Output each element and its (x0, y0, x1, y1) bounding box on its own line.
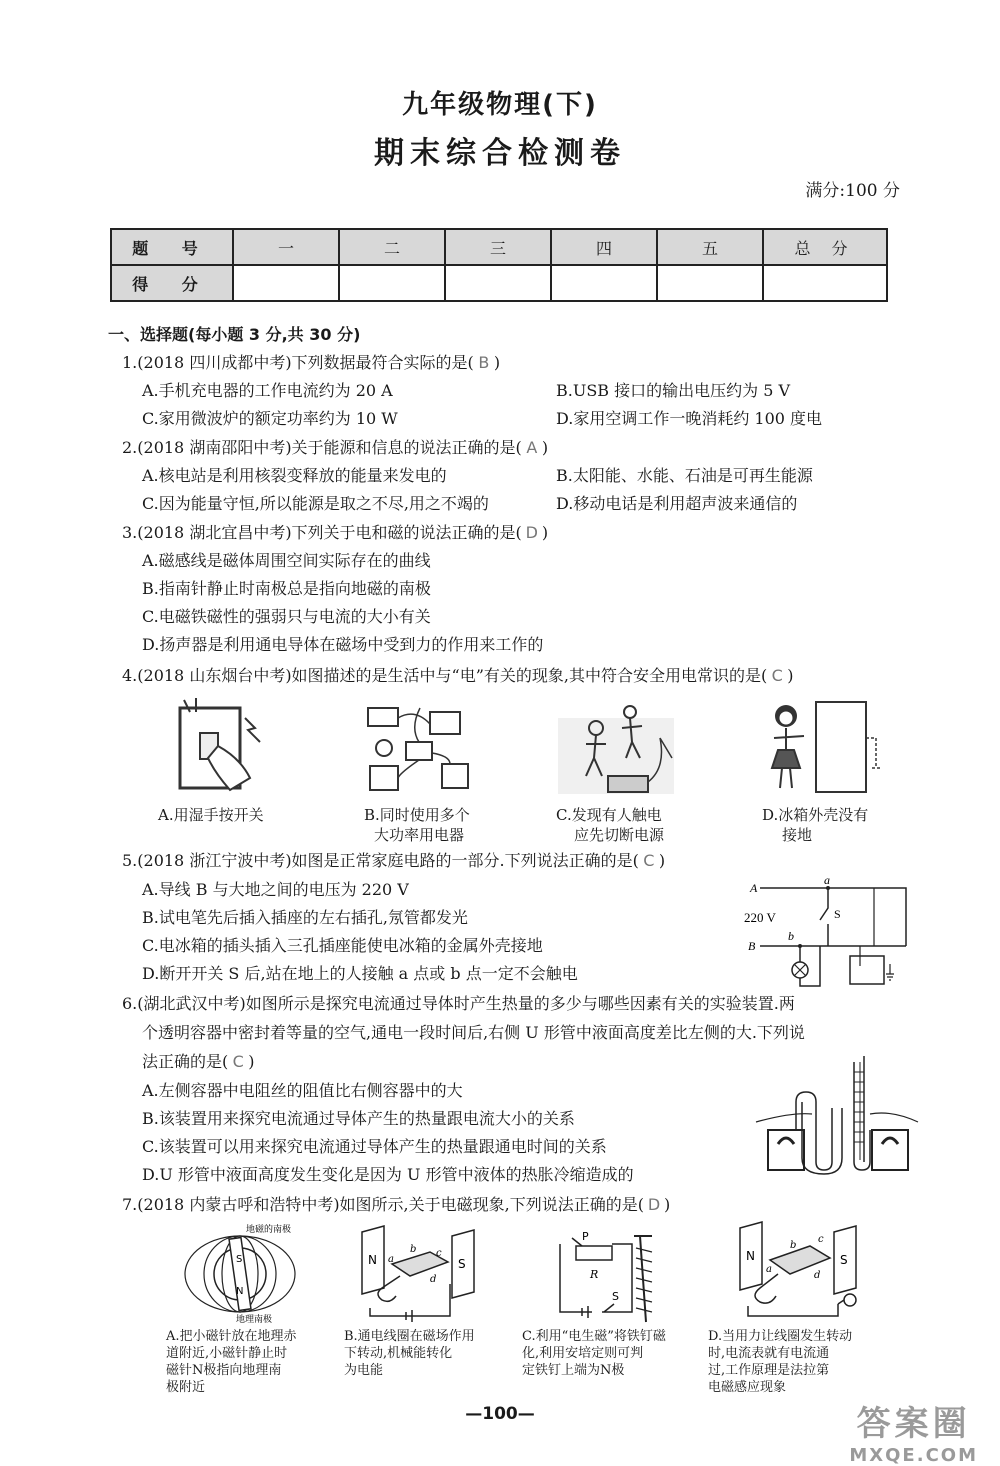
label-a: A (750, 881, 758, 895)
q3-option-a: A.磁感线是磁体周围空间实际存在的曲线 (142, 551, 431, 570)
q6-option-d: D.U 形管中液面高度发生变化是因为 U 形管中液体的热胀冷缩造成的 (142, 1165, 634, 1184)
answer-mark: C (643, 851, 655, 870)
caption-line: C.利用“电生磁”将铁钉磁 (522, 1329, 666, 1344)
caption-line: 磁针N极指向地理南 (166, 1363, 282, 1378)
q2-option-d: D.移动电话是利用超声波来通信的 (556, 494, 798, 513)
q2-option-c: C.因为能量守恒,所以能源是取之不尽,用之不竭的 (142, 494, 489, 513)
row-label-score: 得 分 (111, 265, 233, 301)
watermark-line-2: MXQE.COM (849, 1445, 978, 1466)
question-stem-text: 2.(2018 湖南邵阳中考)关于能源和信息的说法正确的是( (122, 438, 522, 457)
q2-option-a: A.核电站是利用核裂变释放的能量来发电的 (142, 466, 447, 485)
caption-line: 时,电流表就有电流通 (708, 1346, 830, 1361)
caption-line: D.当用力让线圈发生转动 (708, 1329, 853, 1344)
q4-cut-power-figure (556, 698, 676, 798)
q7-generator-figure (734, 1220, 884, 1324)
caption-line: 电磁感应现象 (708, 1380, 787, 1395)
question-1-stem (122, 352, 500, 374)
row-label-question: 题 号 (111, 229, 233, 265)
pole-s: S (840, 1253, 848, 1267)
q7-caption-c (522, 1328, 666, 1379)
col-total: 总 分 (763, 229, 887, 265)
question-3-stem (122, 522, 548, 544)
point-a: a (766, 1264, 772, 1275)
q5-option-d: D.断开开关 S 后,站在地上的人接触 a 点或 b 点一定不会触电 (142, 964, 578, 983)
q4-caption-b-1: B.同时使用多个 (364, 806, 470, 824)
pole-s: S (458, 1257, 466, 1271)
q7-caption-d (708, 1328, 852, 1396)
pole-n: N (746, 1249, 755, 1263)
q5-option-c: C.电冰箱的插头插入三孔插座能使电冰箱的金属外壳接地 (142, 936, 543, 955)
caption-line: 道附近,小磁针静止时 (166, 1346, 288, 1361)
page-number: —100— (465, 1404, 535, 1424)
question-6-line-2: 个透明容器中密封着等量的空气,通电一段时间后,右侧 U 形管中液面高度差比左侧的大.下列说 (142, 1023, 805, 1042)
q6-option-c: C.该装置可以用来探究电流通过导体产生的热量跟通电时间的关系 (142, 1137, 607, 1156)
watermark-line-1: 答案圈 (856, 1404, 971, 1444)
score-cell[interactable] (339, 265, 445, 301)
question-6-line-3 (142, 1051, 255, 1073)
q3-option-d: D.扬声器是利用通电导体在磁场中受到力的作用来工作的 (142, 635, 544, 654)
point-b: b (410, 1244, 417, 1255)
geo-south-magnetic-label: 地磁的南极 (246, 1225, 292, 1235)
q4-caption-a: A.用湿手按开关 (158, 806, 264, 824)
q3-option-c: C.电磁铁磁性的强弱只与电流的大小有关 (142, 607, 431, 626)
q7-caption-b (344, 1328, 475, 1379)
q6-u-tube-apparatus-figure (752, 1052, 920, 1176)
point-c: c (818, 1234, 824, 1245)
caption-line: 过,工作原理是法拉第 (708, 1363, 830, 1378)
close-paren: ) (541, 523, 549, 542)
caption-line: 极附近 (166, 1380, 206, 1395)
q7-motor-figure (356, 1224, 496, 1324)
question-stem-text: 法正确的是( (142, 1052, 229, 1071)
q4-caption-d-1: D.冰箱外壳没有 (762, 806, 869, 824)
question-2-stem (122, 437, 548, 459)
q1-option-a: A.手机充电器的工作电流约为 20 A (142, 381, 393, 400)
q2-option-b: B.太阳能、水能、石油是可再生能源 (556, 466, 813, 485)
col-4: 四 (551, 229, 657, 265)
answer-mark: C (771, 666, 783, 685)
point-b: b (788, 929, 794, 943)
q4-caption-c-2: 应先切断电源 (574, 826, 665, 844)
q6-option-a: A.左侧容器中电阻丝的阻值比右侧容器中的大 (142, 1081, 463, 1100)
question-stem-text: 1.(2018 四川成都中考)下列数据最符合实际的是( (122, 353, 474, 372)
score-cell[interactable] (657, 265, 763, 301)
close-paren: ) (658, 851, 666, 870)
point-b: b (790, 1240, 797, 1251)
q7-earth-field-figure (180, 1224, 310, 1324)
q4-caption-b-2: 大功率用电器 (374, 826, 465, 844)
label-b-wire: B (748, 939, 756, 953)
q4-caption-c-1: C.发现有人触电 (556, 806, 662, 824)
voltage-label: 220 V (744, 910, 776, 925)
q6-option-b: B.该装置用来探究电流通过导体产生的热量跟电流大小的关系 (142, 1109, 575, 1128)
score-cell[interactable] (551, 265, 657, 301)
page-subtitle: 期末综合检测卷 (374, 136, 626, 171)
answer-mark: D (525, 523, 538, 542)
q4-overloaded-socket-figure (360, 698, 480, 798)
q1-option-d: D.家用空调工作一晚消耗约 100 度电 (556, 409, 823, 428)
question-7-stem (122, 1194, 670, 1216)
watermark (849, 1396, 978, 1466)
answer-mark: A (526, 438, 538, 457)
geo-south-pole-label: 地理南极 (236, 1315, 273, 1324)
close-paren: ) (787, 666, 794, 685)
col-5: 五 (657, 229, 763, 265)
point-c: c (436, 1248, 442, 1259)
score-cell[interactable] (763, 265, 887, 301)
label-p: P (582, 1230, 589, 1243)
score-cell[interactable] (445, 265, 551, 301)
caption-line: 定铁钉上端为N极 (522, 1363, 625, 1378)
label-r: R (590, 1268, 599, 1281)
section-heading: 一、选择题(每小题 3 分,共 30 分) (108, 325, 361, 344)
q1-option-b: B.USB 接口的输出电压约为 5 V (556, 381, 791, 400)
point-a: a (824, 874, 830, 887)
close-paren: ) (663, 1195, 671, 1214)
answer-mark: B (478, 353, 490, 372)
caption-line: 下转动,机械能转化 (344, 1346, 453, 1361)
page-title: 九年级物理(下) (402, 90, 598, 120)
q4-fridge-no-ground-figure (764, 698, 884, 798)
caption-line: A.把小磁针放在地理赤 (166, 1329, 297, 1344)
label-s: S (612, 1290, 619, 1303)
question-4-stem (122, 665, 794, 687)
close-paren: ) (541, 438, 549, 457)
close-paren: ) (493, 353, 501, 372)
question-stem-text: 7.(2018 内蒙古呼和浩特中考)如图所示,关于电磁现象,下列说法正确的是( (122, 1195, 644, 1214)
col-2: 二 (339, 229, 445, 265)
full-marks: 满分:100 分 (805, 181, 900, 201)
q4-caption-d-2: 接地 (782, 826, 813, 844)
question-stem-text: 5.(2018 浙江宁波中考)如图是正常家庭电路的一部分.下列说法正确的是( (122, 851, 639, 870)
magnet-s: S (236, 1254, 243, 1265)
score-cell[interactable] (233, 265, 339, 301)
point-d: d (814, 1270, 821, 1281)
caption-line: B.通电线圈在磁场作用 (344, 1329, 475, 1344)
caption-line: 化,利用安培定则可判 (522, 1346, 644, 1361)
q4-wet-hand-switch-figure (160, 698, 280, 798)
question-stem-text: 3.(2018 湖北宜昌中考)下列关于电和磁的说法正确的是( (122, 523, 522, 542)
q5-option-b: B.试电笔先后插入插座的左右插孔,氖管都发光 (142, 908, 468, 927)
close-paren: ) (248, 1052, 255, 1071)
q5-household-circuit-figure (740, 874, 916, 990)
q1-option-c: C.家用微波炉的额定功率约为 10 W (142, 409, 398, 428)
score-table (110, 228, 888, 302)
point-d: d (430, 1274, 437, 1285)
answer-mark: D (647, 1195, 661, 1214)
switch-label: S (834, 907, 841, 921)
q7-electromagnet-figure (552, 1224, 672, 1324)
magnet-n: N (236, 1286, 244, 1297)
point-a: a (388, 1254, 394, 1265)
col-1: 一 (233, 229, 339, 265)
q7-caption-a (166, 1328, 297, 1396)
q5-option-a: A.导线 B 与大地之间的电压为 220 V (142, 880, 409, 899)
q3-option-b: B.指南针静止时南极总是指向地磁的南极 (142, 579, 431, 598)
question-5-stem (122, 850, 665, 872)
caption-line: 为电能 (344, 1363, 384, 1378)
pole-n: N (368, 1253, 377, 1267)
question-6-line-1: 6.(湖北武汉中考)如图所示是探究电流通过导体时产生热量的多少与哪些因素有关的实验装置.两 (122, 994, 795, 1013)
answer-mark: C (232, 1052, 244, 1071)
question-stem-text: 4.(2018 山东烟台中考)如图描述的是生活中与“电”有关的现象,其中符合安全用电常识的是( (122, 666, 768, 685)
col-3: 三 (445, 229, 551, 265)
